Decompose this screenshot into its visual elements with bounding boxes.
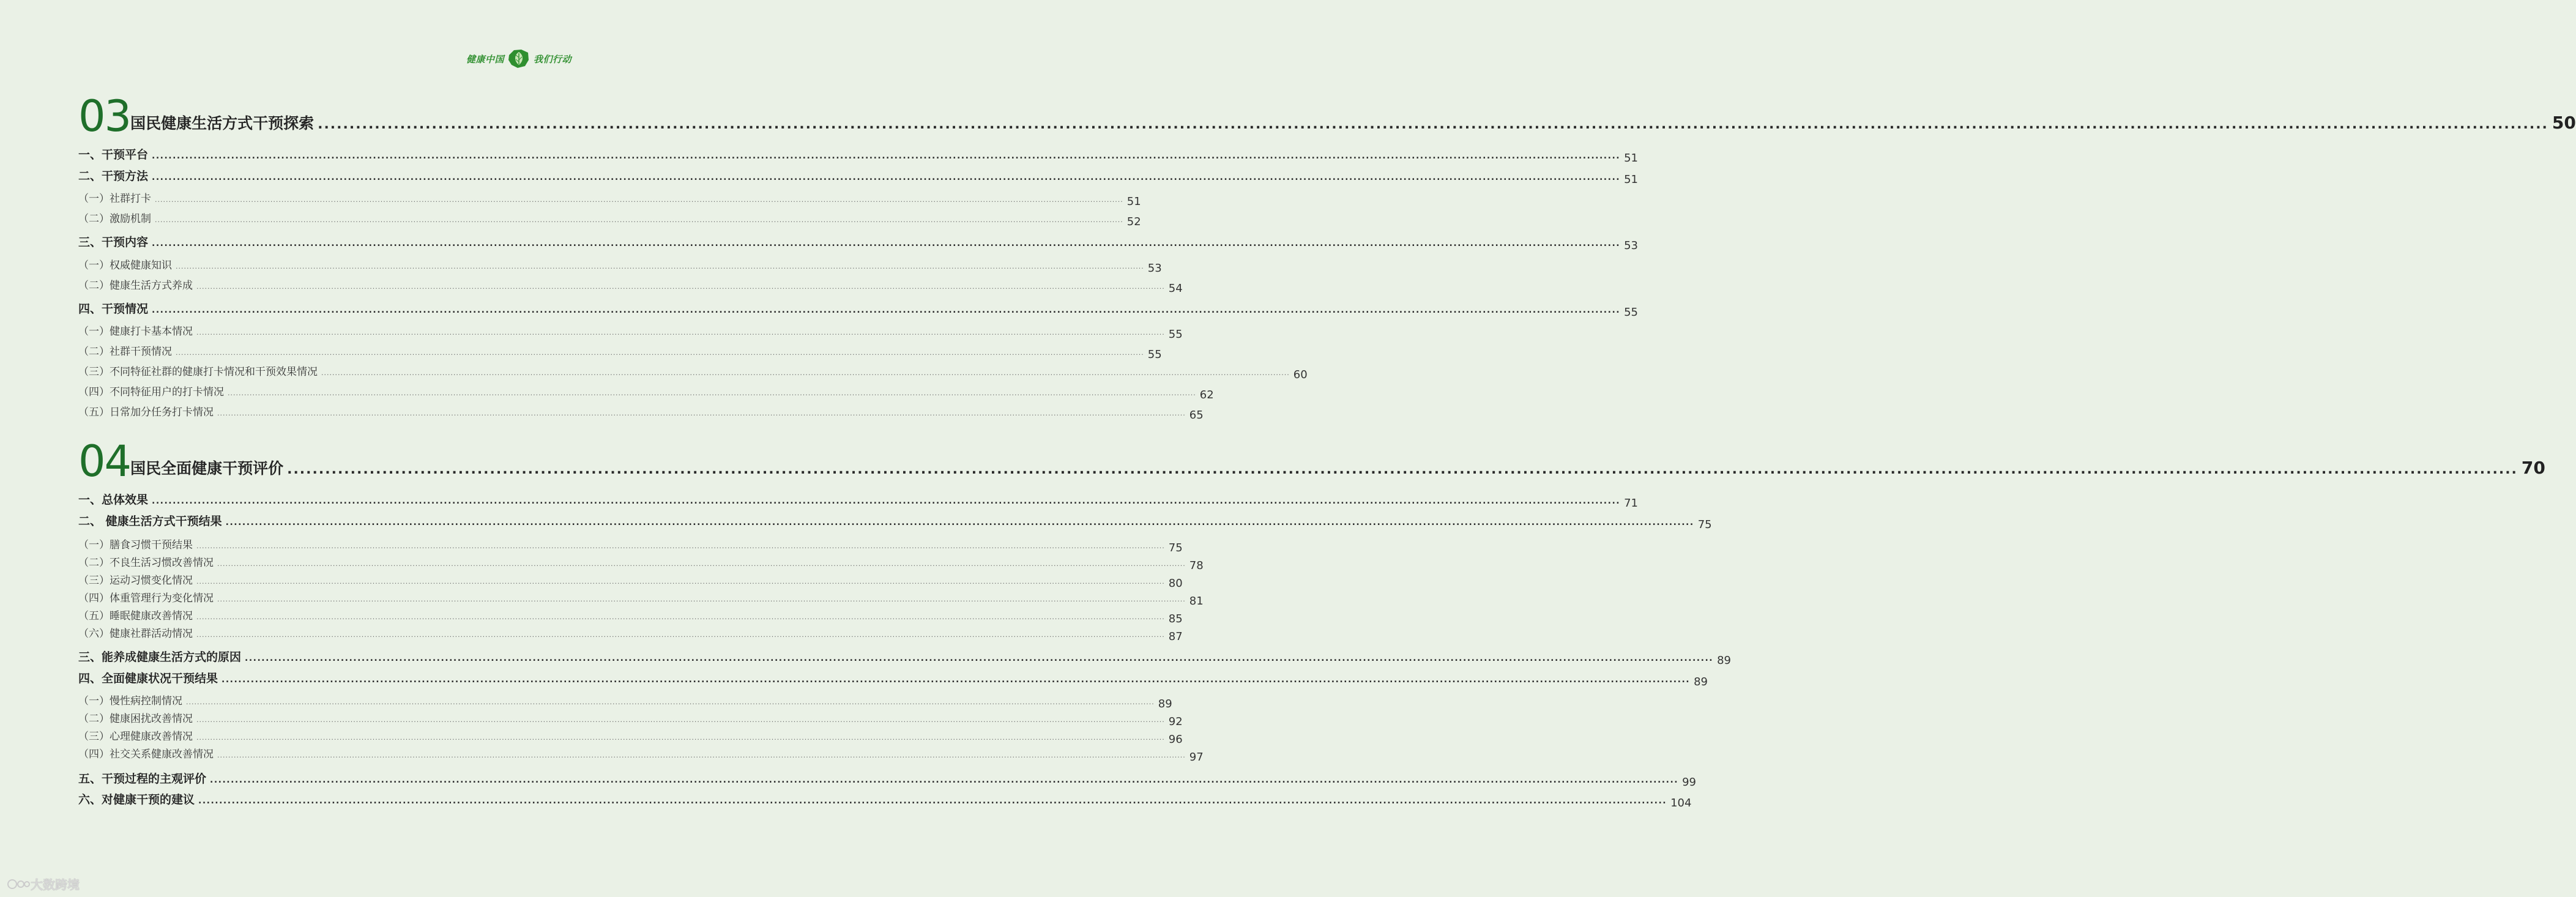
toc-entry[interactable] bbox=[78, 403, 1204, 422]
toc-entry[interactable] bbox=[78, 791, 1692, 810]
dot-leader bbox=[152, 305, 1620, 315]
dot-leader bbox=[217, 409, 1186, 417]
toc-entry-page-number: 78 bbox=[1189, 559, 1204, 572]
section-heading[interactable] bbox=[78, 91, 2576, 141]
toc-entry-label: （一）膳食习惯干预结果 bbox=[78, 539, 193, 551]
dot-leader bbox=[198, 796, 1667, 806]
toc-entry-label: （五）日常加分任务打卡情况 bbox=[78, 406, 214, 419]
toc-entry[interactable] bbox=[78, 589, 1204, 608]
toc-entry[interactable] bbox=[78, 491, 1638, 510]
toc-entry-label: （二）健康困扰改善情况 bbox=[78, 713, 193, 725]
toc-entry-label: （五）睡眠健康改善情况 bbox=[78, 610, 193, 622]
toc-entry-label: （二）健康生活方式养成 bbox=[78, 280, 193, 292]
toc-entry-page-number: 97 bbox=[1189, 751, 1204, 764]
section-page-number: 70 bbox=[2521, 458, 2545, 478]
dot-leader bbox=[318, 117, 2548, 132]
toc-entry-label: 六、对健康干预的建议 bbox=[78, 793, 195, 806]
toc-entry-page-number: 89 bbox=[1717, 654, 1731, 667]
dot-leader bbox=[217, 595, 1186, 603]
dot-leader bbox=[210, 775, 1678, 785]
toc-entry[interactable] bbox=[78, 210, 1141, 228]
dot-leader bbox=[152, 173, 1620, 182]
toc-entry[interactable] bbox=[78, 383, 1214, 401]
toc-entry-label: （一）健康打卡基本情况 bbox=[78, 326, 193, 338]
toc-entry[interactable] bbox=[78, 146, 1638, 165]
dot-leader bbox=[152, 496, 1620, 506]
toc-entry[interactable] bbox=[78, 710, 1183, 728]
toc-entry-label: 二、干预方法 bbox=[78, 169, 149, 183]
toc-entry[interactable] bbox=[78, 512, 1712, 531]
dot-leader bbox=[217, 751, 1186, 759]
toc-entry[interactable] bbox=[78, 536, 1183, 554]
toc-entry[interactable] bbox=[78, 625, 1183, 643]
toc-entry-label: 三、干预内容 bbox=[78, 236, 149, 249]
toc-entry-page-number: 51 bbox=[1126, 195, 1141, 208]
toc-entry[interactable] bbox=[78, 322, 1183, 341]
dot-leader bbox=[176, 349, 1144, 357]
toc-entry-page-number: 55 bbox=[1624, 306, 1638, 319]
toc-entry-label: （一）社群打卡 bbox=[78, 193, 151, 205]
toc-entry-page-number: 85 bbox=[1168, 612, 1183, 625]
toc-entry-label: （三）不同特征社群的健康打卡情况和干预效果情况 bbox=[78, 366, 318, 378]
toc-entry[interactable] bbox=[78, 277, 1183, 295]
toc-entry[interactable] bbox=[78, 648, 1731, 667]
toc-entry-page-number: 92 bbox=[1168, 715, 1183, 728]
toc-entry[interactable] bbox=[78, 256, 1162, 275]
toc-entry-label: 一、干预平台 bbox=[78, 148, 149, 162]
toc-entry-page-number: 54 bbox=[1168, 282, 1183, 295]
toc-entry[interactable] bbox=[78, 692, 1172, 710]
toc-entry-label: （二）社群干预情况 bbox=[78, 346, 172, 358]
toc-entry-label: 四、全面健康状况干预结果 bbox=[78, 672, 218, 685]
toc-section-04 bbox=[78, 436, 2545, 816]
toc-entry-page-number: 80 bbox=[1168, 577, 1183, 590]
toc-entry-label: 五、干预过程的主观评价 bbox=[78, 772, 207, 786]
dot-leader bbox=[155, 216, 1123, 224]
dot-leader bbox=[196, 613, 1165, 621]
dot-leader bbox=[152, 239, 1620, 248]
toc-entry-page-number: 60 bbox=[1293, 368, 1308, 381]
dot-leader bbox=[321, 369, 1290, 377]
dot-leader bbox=[152, 151, 1620, 161]
dot-leader bbox=[221, 675, 1690, 685]
toc-entry-page-number: 89 bbox=[1694, 676, 1708, 688]
toc-entry-label: （四）社交关系健康改善情况 bbox=[78, 748, 214, 761]
toc-entry-page-number: 71 bbox=[1624, 497, 1638, 510]
toc-entry-label: （一）慢性病控制情况 bbox=[78, 695, 182, 707]
toc-entry-label: （二）不良生活习惯改善情况 bbox=[78, 557, 214, 569]
toc-entry[interactable] bbox=[78, 343, 1162, 361]
dot-leader bbox=[196, 734, 1165, 742]
dot-leader bbox=[186, 698, 1155, 706]
section-title: 国民健康生活方式干预探索 bbox=[130, 114, 315, 132]
dot-leader bbox=[196, 631, 1165, 639]
toc-entry-label: （三）运动习惯变化情况 bbox=[78, 575, 193, 587]
toc-entry-page-number: 81 bbox=[1189, 595, 1204, 608]
toc-entry-label: （四）不同特征用户的打卡情况 bbox=[78, 386, 224, 398]
toc-entry[interactable] bbox=[78, 167, 1638, 186]
watermark-text: 大数跨境 bbox=[31, 877, 80, 892]
toc-entry-label: 四、干预情况 bbox=[78, 302, 149, 316]
toc-entry[interactable] bbox=[78, 554, 1204, 572]
toc-entry-page-number: 89 bbox=[1158, 698, 1172, 710]
header-logo bbox=[466, 47, 571, 71]
toc-entry-page-number: 99 bbox=[1682, 776, 1696, 789]
dot-leader bbox=[155, 196, 1123, 204]
dot-leader bbox=[228, 389, 1196, 397]
toc-entry-label: （四）体重管理行为变化情况 bbox=[78, 592, 214, 605]
toc-entry-page-number: 51 bbox=[1624, 152, 1638, 165]
toc-entry[interactable] bbox=[78, 190, 1141, 208]
toc-entry-page-number: 96 bbox=[1168, 733, 1183, 746]
toc-entry-label: （二）激励机制 bbox=[78, 213, 151, 225]
toc-entry-page-number: 75 bbox=[1168, 542, 1183, 554]
dot-leader bbox=[196, 329, 1165, 337]
toc-section-03 bbox=[78, 91, 2576, 422]
toc-entry-page-number: 55 bbox=[1147, 348, 1162, 361]
dot-leader bbox=[245, 653, 1713, 663]
toc-entry-page-number: 52 bbox=[1126, 215, 1141, 228]
toc-entry-label: （一）权威健康知识 bbox=[78, 259, 172, 272]
toc-entry[interactable] bbox=[78, 669, 1708, 688]
toc-entry[interactable] bbox=[78, 745, 1204, 764]
dot-leader bbox=[196, 542, 1165, 550]
toc-entry[interactable] bbox=[78, 607, 1183, 625]
china-map-leaf-icon bbox=[508, 48, 530, 70]
toc-entry-page-number: 87 bbox=[1168, 630, 1183, 643]
toc-entry-label: 二、 健康生活方式干预结果 bbox=[78, 515, 222, 528]
toc-entry-page-number: 53 bbox=[1624, 239, 1638, 252]
dot-leader bbox=[196, 283, 1165, 291]
dot-leader bbox=[196, 578, 1165, 586]
watermark bbox=[6, 875, 80, 893]
section-page-number: 50 bbox=[2552, 113, 2576, 133]
toc-entry-label: 三、能养成健康生活方式的原因 bbox=[78, 650, 242, 664]
toc-entry[interactable] bbox=[78, 233, 1638, 252]
dot-leader bbox=[196, 716, 1165, 724]
toc-entry-label: （三）心理健康改善情况 bbox=[78, 731, 193, 743]
dot-leader bbox=[176, 262, 1144, 270]
toc-entry-page-number: 55 bbox=[1168, 328, 1183, 341]
section-number: 03 bbox=[78, 91, 131, 141]
section-number: 04 bbox=[78, 436, 131, 486]
toc-entry-page-number: 62 bbox=[1199, 389, 1214, 401]
toc-entry-page-number: 53 bbox=[1147, 262, 1162, 275]
logo-left-text: 健康中国 bbox=[466, 53, 505, 65]
section-heading[interactable] bbox=[78, 436, 2545, 486]
toc-entry-page-number: 75 bbox=[1697, 518, 1712, 531]
toc-entry-page-number: 65 bbox=[1189, 409, 1204, 422]
toc-entry-page-number: 51 bbox=[1624, 173, 1638, 186]
dot-leader bbox=[226, 518, 1694, 527]
watermark-logo-icon bbox=[6, 877, 31, 891]
toc-entry[interactable] bbox=[78, 300, 1638, 319]
toc-entry[interactable] bbox=[78, 770, 1696, 789]
logo-right-text: 我们行动 bbox=[534, 53, 572, 65]
dot-leader bbox=[287, 462, 2518, 477]
toc-entry[interactable] bbox=[78, 363, 1308, 381]
toc-entry-label: （六）健康社群活动情况 bbox=[78, 628, 193, 640]
toc-entry[interactable] bbox=[78, 728, 1183, 746]
dot-leader bbox=[217, 560, 1186, 568]
toc-entry[interactable] bbox=[78, 571, 1183, 590]
section-title: 国民全面健康干预评价 bbox=[130, 460, 284, 477]
toc-entry-page-number: 104 bbox=[1670, 797, 1692, 810]
toc-entry-label: 一、总体效果 bbox=[78, 493, 149, 507]
